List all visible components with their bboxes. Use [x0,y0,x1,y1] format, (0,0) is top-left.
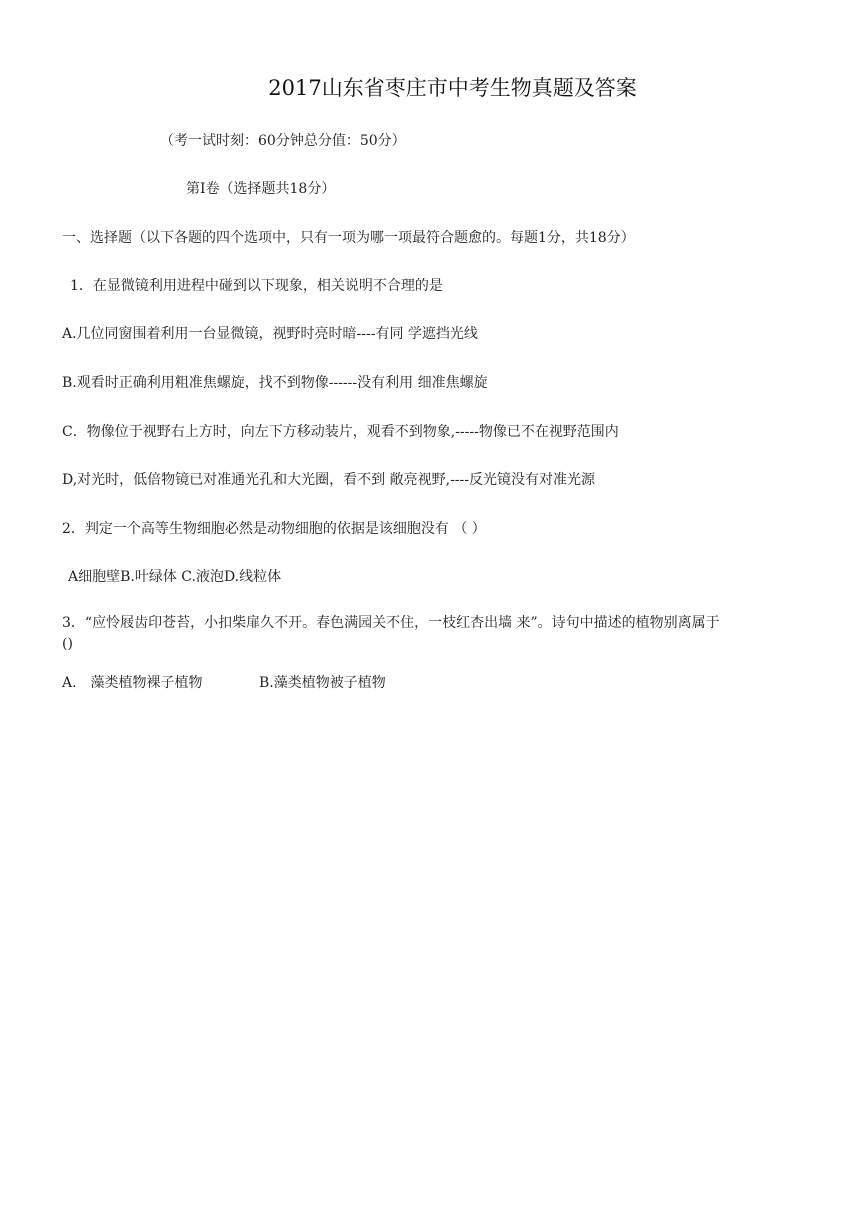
question-3-stem-paren: () [62,636,73,652]
question-1-option-d: D,对光时，低倍物镜已对准通光孔和大光圈，看不到 敞亮视野,----反光镜没有对准光源 [62,472,595,488]
question-3-stem: 3．“应怜屐齿印苍苔，小扣柴扉久不开。春色满园关不住，一枝红杏出墙 来”。诗句中描述的植物别离属于 [62,615,720,631]
question-2-stem: 2．判定一个高等生物细胞必然是动物细胞的依据是该细胞没有 （ ） [62,521,486,537]
question-3-option-b: B.藻类植物被子植物 [259,675,386,691]
question-1-option-a: A.几位同窗围着利用一台显微镜，视野时亮时暗----有同 学遮挡光线 [62,326,478,342]
question-2-options: A细胞壁B.叶绿体 C.液泡D.线粒体 [68,569,282,585]
document-title: 2017山东省枣庄市中考生物真题及答案 [268,76,637,100]
part-heading: 一、选择题（以下各题的四个选项中，只有一项为哪一项最符合题愈的。每题1分，共18分） [62,230,635,246]
question-3-option-a: A. 藻类植物裸子植物 [62,675,203,691]
section-heading: 第Ⅰ卷（选择题共18分） [186,181,336,197]
question-1-option-c: C．物像位于视野右上方时，向左下方移动装片，观看不到物象,-----物像已不在视野范围内 [62,424,619,440]
question-1-stem: 1．在显微镜利用进程中碰到以下现象，相关说明不合理的是 [70,278,443,294]
question-1-option-b: B.观看时正确利用粗准焦螺旋，找不到物像------没有利用 细准焦螺旋 [62,375,488,391]
exam-info: （考一试时刻：60分钟总分值：50分） [160,133,406,149]
